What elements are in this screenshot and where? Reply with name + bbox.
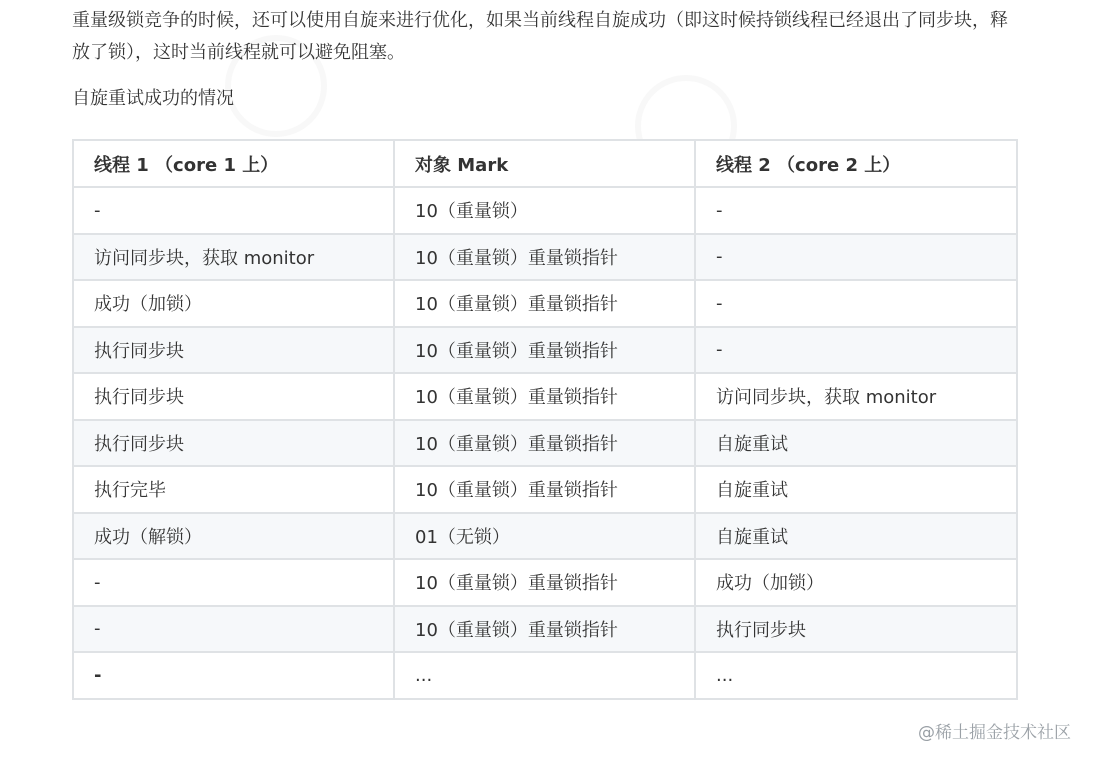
table-row <box>73 327 1017 374</box>
thread-1-cell: 执行完毕 <box>73 466 394 513</box>
table-row <box>73 420 1017 467</box>
lock-state-table <box>72 139 1018 700</box>
thread-1-cell: 成功（解锁） <box>73 513 394 560</box>
object-mark-cell: 10（重量锁） <box>394 187 695 234</box>
object-mark-cell: 10（重量锁）重量锁指针 <box>394 559 695 606</box>
thread-2-cell: 成功（加锁） <box>695 559 1017 606</box>
object-mark-cell: 10（重量锁）重量锁指针 <box>394 466 695 513</box>
table-row <box>73 187 1017 234</box>
table-row <box>73 559 1017 606</box>
object-mark-cell: 10（重量锁）重量锁指针 <box>394 280 695 327</box>
thread-2-cell: 自旋重试 <box>695 466 1017 513</box>
header-thread-2: 线程 2 （core 2 上） <box>695 140 1017 187</box>
header-object-mark: 对象 Mark <box>394 140 695 187</box>
juejin-watermark: @稀土掘金技术社区 <box>918 723 1071 743</box>
thread-1-cell: 执行同步块 <box>73 420 394 467</box>
table-row <box>73 234 1017 281</box>
header-thread-1: 线程 1 （core 1 上） <box>73 140 394 187</box>
thread-2-cell: - <box>695 234 1017 281</box>
object-mark-cell: 10（重量锁）重量锁指针 <box>394 606 695 653</box>
table-row <box>73 652 1017 699</box>
thread-2-cell: - <box>695 327 1017 374</box>
thread-2-cell: ... <box>695 652 1017 699</box>
thread-1-cell: - <box>73 606 394 653</box>
object-mark-cell: 01（无锁） <box>394 513 695 560</box>
article-body <box>72 0 1032 686</box>
object-mark-cell: 10（重量锁）重量锁指针 <box>394 373 695 420</box>
thread-1-cell: 成功（加锁） <box>73 280 394 327</box>
thread-1-cell: 访问同步块，获取 monitor <box>73 234 394 281</box>
table-row <box>73 513 1017 560</box>
table-row <box>73 466 1017 513</box>
table-row <box>73 280 1017 327</box>
thread-1-cell: - <box>73 652 394 699</box>
thread-2-cell: 自旋重试 <box>695 513 1017 560</box>
table-row <box>73 373 1017 420</box>
thread-2-cell: - <box>695 187 1017 234</box>
table-header-row <box>73 140 1017 187</box>
thread-1-cell: 执行同步块 <box>73 373 394 420</box>
thread-2-cell: 访问同步块，获取 monitor <box>695 373 1017 420</box>
object-mark-cell: 10（重量锁）重量锁指针 <box>394 234 695 281</box>
thread-1-cell: 执行同步块 <box>73 327 394 374</box>
thread-1-cell: - <box>73 187 394 234</box>
table-row <box>73 606 1017 653</box>
object-mark-cell: 10（重量锁）重量锁指针 <box>394 420 695 467</box>
thread-2-cell: - <box>695 280 1017 327</box>
thread-2-cell: 执行同步块 <box>695 606 1017 653</box>
intro-paragraph: 重量级锁竞争的时候，还可以使用自旋来进行优化，如果当前线程自旋成功（即这时候持锁线程已经退出了同步块，释放了锁），这时当前线程就可以避免阻塞。 <box>72 10 1008 63</box>
thread-1-cell: - <box>73 559 394 606</box>
object-mark-cell: 10（重量锁）重量锁指针 <box>394 327 695 374</box>
object-mark-cell: ... <box>394 652 695 699</box>
thread-2-cell: 自旋重试 <box>695 420 1017 467</box>
table-caption: 自旋重试成功的情况 <box>72 88 234 109</box>
